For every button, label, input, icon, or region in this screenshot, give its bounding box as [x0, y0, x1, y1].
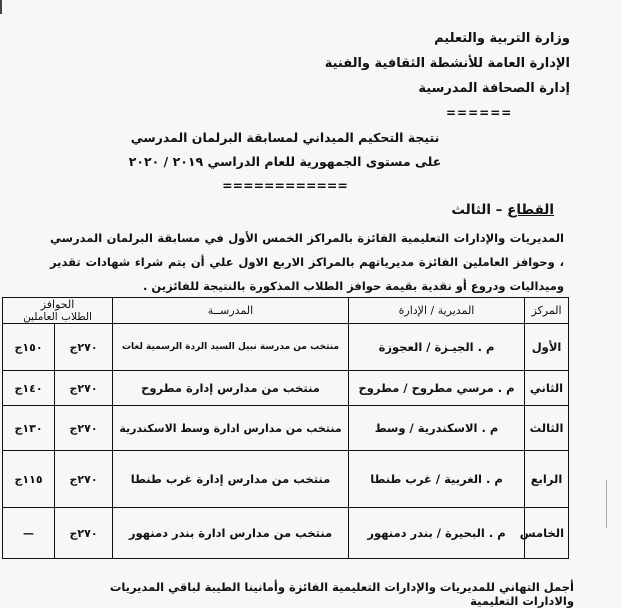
table-header-row	[3, 298, 569, 324]
table-row	[3, 371, 569, 406]
scan-edge-mark	[0, 0, 10, 14]
school-cell: منتخب من مدارس إدارة غرب طنطا	[113, 451, 349, 508]
table-row	[3, 451, 569, 508]
document-title	[120, 126, 450, 198]
sector-heading: القطاع – الثالث	[451, 202, 554, 218]
student-prize-cell: ٢٧٠ج	[55, 508, 113, 559]
header-school: المدرســة	[113, 298, 349, 324]
scan-edge-line	[606, 480, 607, 528]
header-rank: المركز	[525, 298, 569, 324]
directorate-cell: م . الغربية / غرب طنطا	[349, 451, 525, 508]
title-line-1: نتيجة التحكيم الميداني لمسابقة البرلمان المدرسي	[130, 130, 440, 145]
directorate-cell: م . مرسي مطروح / مطروح	[349, 371, 525, 406]
office-name: إدارة الصحافة المدرسية	[418, 81, 570, 96]
rank-cell: الثاني	[525, 371, 569, 406]
table-row	[3, 406, 569, 451]
student-prize-cell: ٢٧٠ج	[55, 451, 113, 508]
school-cell: منتخب من مدارس إدارة مطروح	[113, 371, 349, 406]
letterhead	[270, 26, 570, 101]
worker-prize-cell: ١٣٠ج	[3, 406, 55, 451]
directorate-cell: م . البحيرة / بندر دمنهور	[349, 508, 525, 559]
rank-cell: الثالث	[525, 406, 569, 451]
rank-cell: الخامس	[525, 508, 569, 559]
header-incentives-label: الحوافز	[40, 298, 75, 311]
worker-prize-cell: ١٥٠ج	[3, 324, 55, 371]
title-line-2: على مستوى الجمهورية للعام الدراسي ٢٠١٩ / ٢٠٢٠	[128, 154, 442, 169]
student-prize-cell: ٢٧٠ج	[55, 371, 113, 406]
closing-note: أجمل التهاني للمديريات والإدارات التعليمية الفائزة وأمانينا الطيبة لباقي المديريات والادارات التعليمية	[109, 580, 574, 608]
directorate-cell: م . الجيـزة / العجوزة	[349, 324, 525, 371]
ministry-name: وزارة التربية والتعليم	[434, 31, 570, 46]
rank-cell: الأول	[525, 324, 569, 371]
header-incentives	[3, 298, 113, 324]
table-row	[3, 508, 569, 559]
student-prize-cell: ٢٧٠ج	[55, 406, 113, 451]
school-cell: منتخب من مدارس ادارة بندر دمنهور	[113, 508, 349, 559]
school-cell: منتخب من مدرسة نبيل السيد الردة الرسمية لغات	[113, 324, 349, 371]
school-cell: منتخب من مدارس ادارة وسط الاسكندرية	[113, 406, 349, 451]
table-row	[3, 324, 569, 371]
sector-name: الثالث	[451, 202, 491, 218]
sector-label: القطاع	[507, 202, 554, 218]
rank-cell: الرابع	[525, 451, 569, 508]
intro-paragraph: المديريات والإدارات التعليمية الفائزة بالمراكز الخمس الأول في مسابقة البرلمان المدرسي ، وحوافز العاملين الفائزة مديرياتهم بالمراكز الاربع الاول علي أن يتم شراء شهادات تقدير وميداليات ودروع أو نقدية بقيمة حوافز الطلاب المذكورة بالنتيجة للفائزين .	[50, 231, 564, 293]
header-workers: العاملين	[23, 311, 58, 323]
student-prize-cell: ٢٧٠ج	[55, 324, 113, 371]
header-directorate: المديرية / الإدارة	[349, 298, 525, 324]
results-table	[2, 297, 569, 559]
worker-prize-cell: —	[3, 508, 55, 559]
worker-prize-cell: ١١٥ج	[3, 451, 55, 508]
directorate-cell: م . الاسكندرية / وسط	[349, 406, 525, 451]
title-separator: ============	[222, 178, 348, 193]
header-students: الطلاب	[61, 311, 92, 323]
header-separator: ======	[446, 106, 513, 120]
department-name: الإدارة العامة للأنشطة الثقافية والفنية	[324, 56, 570, 71]
worker-prize-cell: ١٤٠ج	[3, 371, 55, 406]
